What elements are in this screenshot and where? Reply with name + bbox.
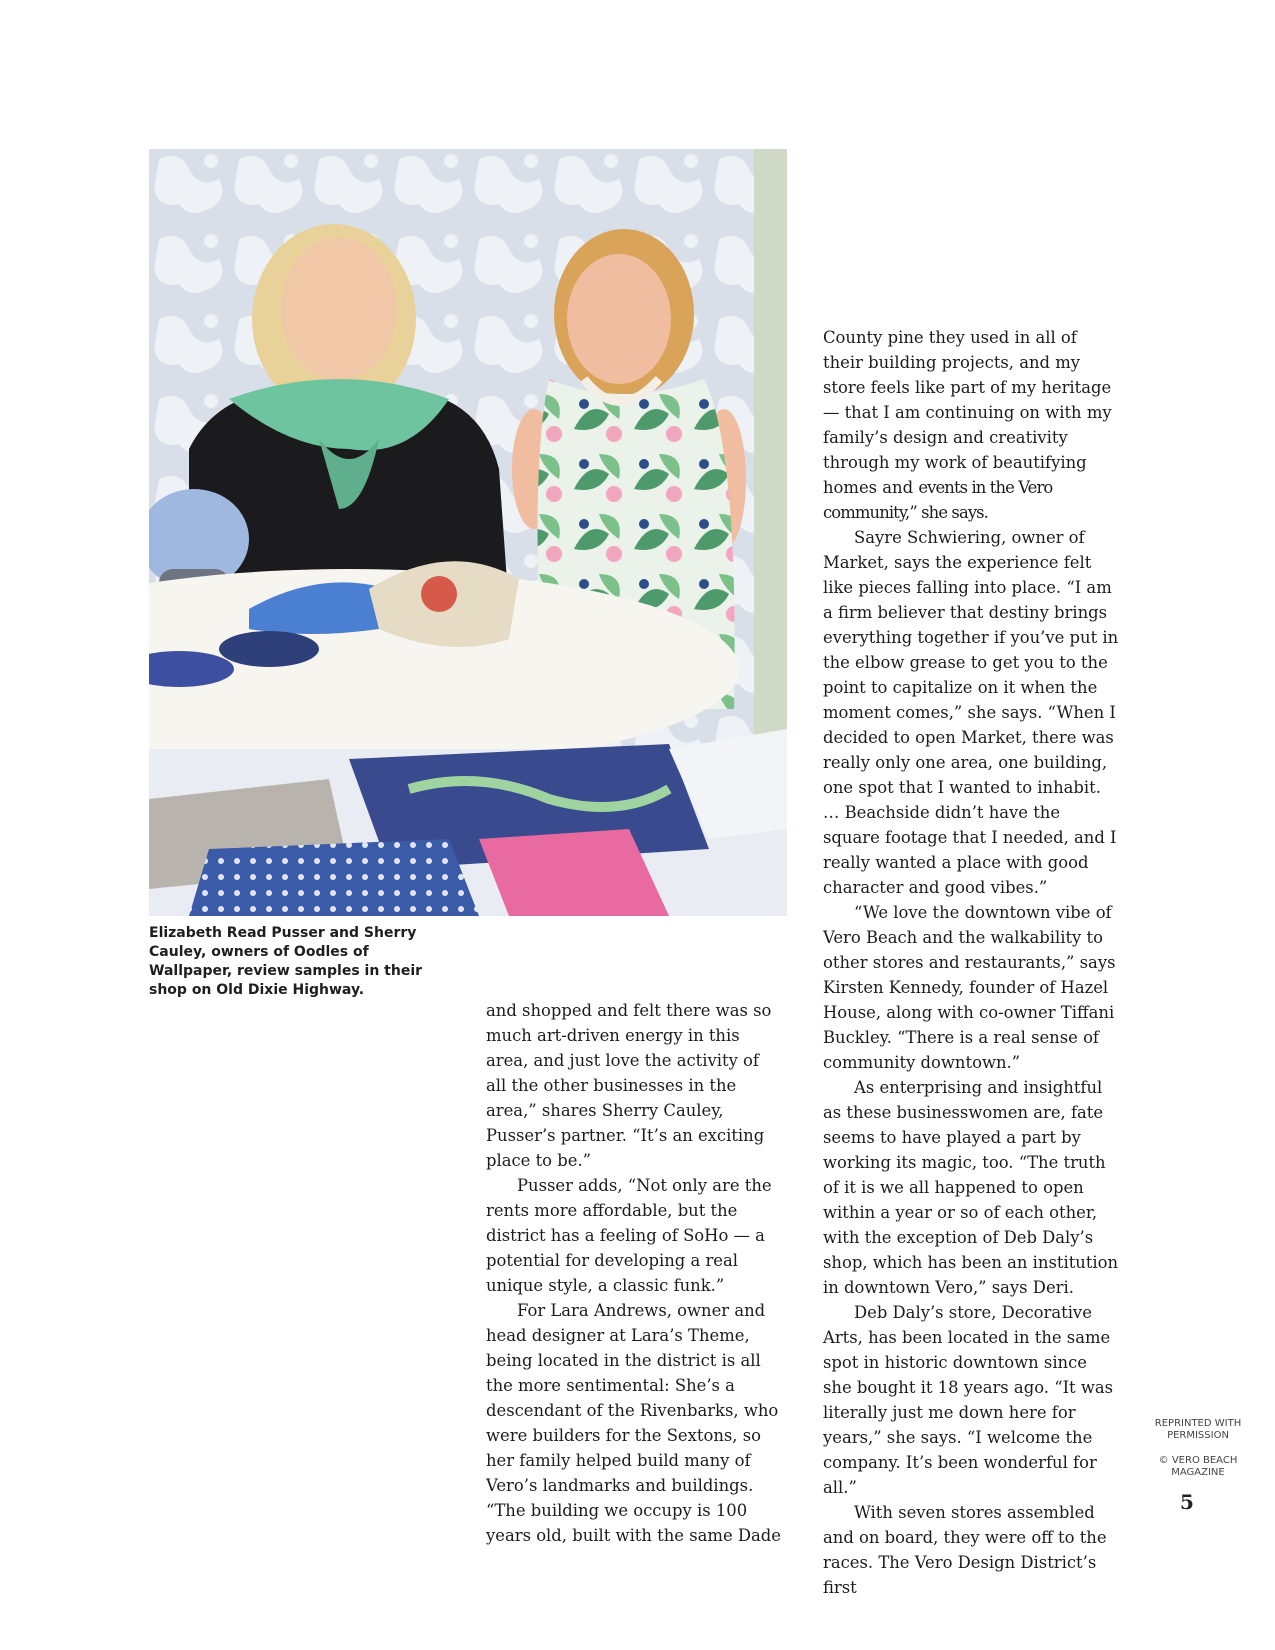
- reprint-notice: REPRINTED WITH PERMISSION: [1154, 1418, 1242, 1441]
- paragraph: For Lara Andrews, owner and head designer at Lara’s Theme, being located in the district is all the more sentimental: She’s a descendant of the Rivenbarks, who were builders for the Sextons, so her family helped build many of Vero’s landmarks and buildings. “The building we occupy is 100 years old, built with the same Dade: [486, 1301, 781, 1545]
- paragraph: and shopped and felt there was so much art-driven energy in this area, and just love the activity of all the other businesses in the area,” shares Sherry Cauley, Pusser’s partner. “It’s an exciting place to be.”: [486, 1001, 772, 1170]
- paragraph: With seven stores assembled and on board, they were off to the races. The Vero Design District’s first: [823, 1503, 1107, 1597]
- article-column-2: [486, 998, 782, 1548]
- paragraph: “We love the downtown vibe of Vero Beach and the walkability to other stores and restaurants,” says Kirsten Kennedy, founder of Hazel House, along with co-owner Tiffani Buckley. “There is a real sense of community downtown.”: [823, 903, 1116, 1072]
- paragraph-text-condensed: events in the Vero community,” she says.: [823, 478, 1053, 522]
- paragraph-text: County pine they used in all of their building projects, and my store feels like part of my heritage — that I am continuing on with my family’s design and creativity through my work of beautifying homes and: [823, 328, 1112, 497]
- photo-caption: Elizabeth Read Pusser and Sherry Cauley, owners of Oodles of Wallpaper, review samples in their shop on Old Dixie Highway.: [149, 925, 423, 998]
- paragraph: [823, 325, 1119, 525]
- page-number: 5: [1180, 1490, 1194, 1514]
- paragraph: Deb Daly’s store, Decorative Arts, has been located in the same spot in historic downtown since she bought it 18 years ago. “It was literally just me down here for years,” she says. “I welcome the company. It’s been wonderful for all.”: [823, 1303, 1114, 1497]
- copyright-notice: © VERO BEACH MAGAZINE: [1158, 1455, 1238, 1478]
- paragraph: Pusser adds, “Not only are the rents more affordable, but the district has a feeling of SoHo — a potential for developing a real unique style, a classic funk.”: [486, 1176, 772, 1295]
- paragraph: As enterprising and insightful as these businesswomen are, fate seems to have played a part by working its magic, too. “The truth of it is we all happened to open within a year or so of each other, with the exception of Deb Daly’s shop, which has been an institution in downtown Vero,” says Deri.: [823, 1078, 1119, 1297]
- photo-illustration: [149, 149, 787, 916]
- paragraph: Sayre Schwiering, owner of Market, says the experience felt like pieces falling into place. “I am a firm believer that destiny brings everything together if you’ve put in the elbow grease to get you to the point to capitalize on it when the moment comes,” she says. “When I decided to open Market, there was really only one area, one building, one spot that I wanted to inhabit. … Beachside didn’t have the square footage that I needed, and I really wanted a place with good character and good vibes.”: [823, 528, 1119, 897]
- feature-photo: [149, 149, 787, 916]
- article-column-3: [823, 325, 1119, 1600]
